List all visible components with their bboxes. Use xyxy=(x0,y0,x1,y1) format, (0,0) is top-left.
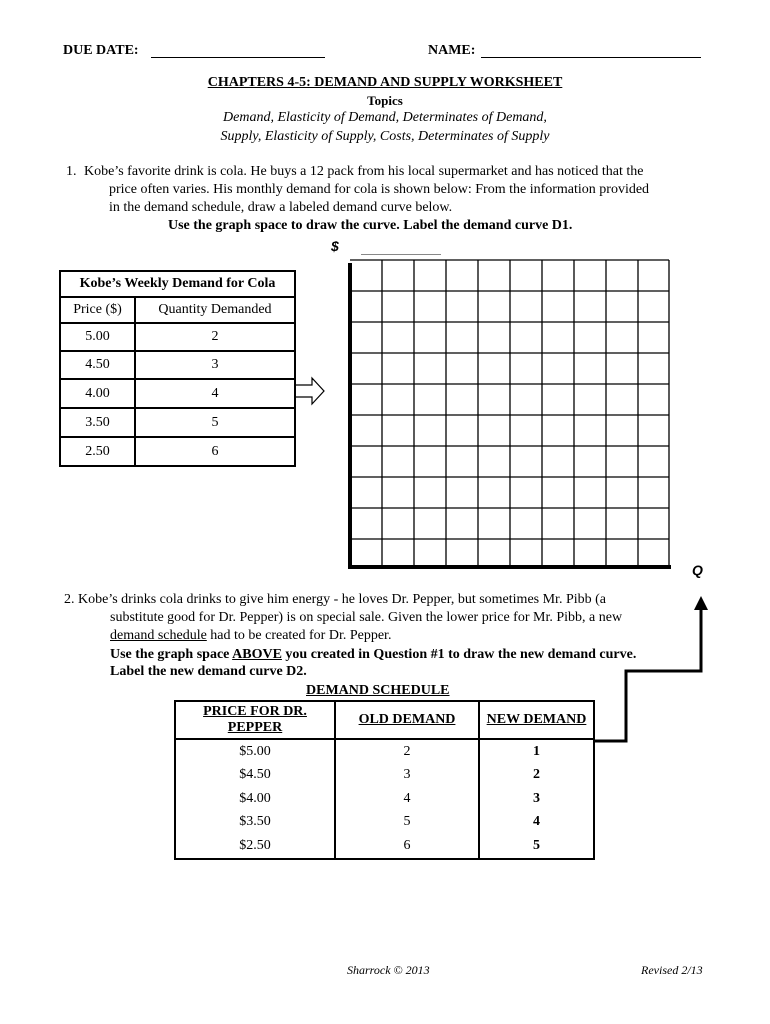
schedule-col-new: NEW DEMAND xyxy=(479,701,594,739)
schedule-old-cell: 6 xyxy=(335,834,479,859)
topics-line-1: Demand, Elasticity of Demand, Determinates of Demand, xyxy=(223,110,547,125)
kobe-table-title: Kobe’s Weekly Demand for Cola xyxy=(60,271,295,297)
demand-schedule-table xyxy=(174,700,595,860)
kobe-qty-cell: 5 xyxy=(135,408,295,437)
kobe-qty-cell: 6 xyxy=(135,437,295,466)
name-blank[interactable] xyxy=(481,57,701,58)
q2-instruction-2: Label the new demand curve D2. xyxy=(110,664,307,679)
q2-line-3 xyxy=(110,628,391,644)
schedule-old-cell: 2 xyxy=(335,739,479,764)
kobe-qty-cell: 4 xyxy=(135,379,295,408)
q2-line-2: substitute good for Dr. Pepper) is on special sale. Given the lower price for Mr. Pibb, a new xyxy=(110,610,623,625)
schedule-new-cell: 5 xyxy=(479,834,594,859)
schedule-price-cell: $4.50 xyxy=(175,764,335,788)
schedule-col-price: PRICE FOR DR. PEPPER xyxy=(175,701,335,739)
kobe-col-qty: Quantity Demanded xyxy=(135,297,295,323)
schedule-price-cell: $3.50 xyxy=(175,811,335,835)
kobe-price-cell: 2.50 xyxy=(60,437,135,466)
schedule-price-cell: $2.50 xyxy=(175,834,335,859)
graph-x-axis-label: Q xyxy=(692,562,703,578)
schedule-old-cell: 4 xyxy=(335,787,479,811)
kobe-price-cell: 4.00 xyxy=(60,379,135,408)
table-row xyxy=(175,811,594,835)
demand-schedule-underlined: demand schedule xyxy=(110,628,207,643)
q2-line-3-rest: had to be created for Dr. Pepper. xyxy=(206,628,392,643)
table-row xyxy=(175,764,594,788)
table-row xyxy=(175,834,594,859)
schedule-col-old: OLD DEMAND xyxy=(335,701,479,739)
footer-revised: Revised 2/13 xyxy=(641,963,703,977)
worksheet-title: CHAPTERS 4-5: DEMAND AND SUPPLY WORKSHEET xyxy=(207,75,563,90)
kobe-price-cell: 3.50 xyxy=(60,408,135,437)
schedule-to-graph-arrow-icon xyxy=(590,595,710,745)
demand-schedule-title: DEMAND SCHEDULE xyxy=(306,683,450,698)
q1-line-1: Kobe’s favorite drink is cola. He buys a 12 pack from his local supermarket and has noticed that the xyxy=(84,164,644,179)
table-to-graph-arrow-icon xyxy=(296,376,326,406)
table-row xyxy=(175,739,594,764)
graph-y-axis-label: $ xyxy=(331,238,339,254)
kobe-demand-table xyxy=(59,270,296,467)
due-date-label: DUE DATE: xyxy=(63,43,139,58)
schedule-price-cell: $5.00 xyxy=(175,739,335,764)
q2-instruction-1a: Use the graph space xyxy=(110,647,233,662)
schedule-new-cell: 1 xyxy=(479,739,594,764)
kobe-qty-cell: 3 xyxy=(135,351,295,379)
q2-instruction-1 xyxy=(110,647,636,663)
schedule-new-cell: 3 xyxy=(479,787,594,811)
footer-author: Sharrock © 2013 xyxy=(347,963,430,977)
graph-grid xyxy=(345,255,675,573)
q1-line-2: price often varies. His monthly demand for cola is shown below: From the information provided xyxy=(109,182,650,197)
kobe-price-cell: 5.00 xyxy=(60,323,135,351)
q1-instruction: Use the graph space to draw the curve. Label the demand curve D1. xyxy=(168,218,573,233)
topics-line-2: Supply, Elasticity of Supply, Costs, Determinates of Supply xyxy=(220,129,550,144)
schedule-new-cell: 4 xyxy=(479,811,594,835)
q2-instruction-1c: you created in Question #1 to draw the new demand curve. xyxy=(281,647,637,662)
schedule-price-cell: $4.00 xyxy=(175,787,335,811)
q1-line-3: in the demand schedule, draw a labeled demand curve below. xyxy=(109,200,453,215)
due-date-blank[interactable] xyxy=(151,57,325,58)
q2-line-1: 2. Kobe’s drinks cola drinks to give him energy - he loves Dr. Pepper, but sometimes Mr. Pibb (a xyxy=(64,592,606,607)
table-row xyxy=(175,787,594,811)
schedule-old-cell: 3 xyxy=(335,764,479,788)
topics-heading: Topics xyxy=(367,93,403,108)
q2-instruction-above: ABOVE xyxy=(232,647,282,662)
q1-number: 1. xyxy=(66,164,77,179)
kobe-price-cell: 4.50 xyxy=(60,351,135,379)
schedule-old-cell: 5 xyxy=(335,811,479,835)
name-label: NAME: xyxy=(428,43,476,58)
kobe-col-price: Price ($) xyxy=(60,297,135,323)
schedule-new-cell: 2 xyxy=(479,764,594,788)
kobe-qty-cell: 2 xyxy=(135,323,295,351)
